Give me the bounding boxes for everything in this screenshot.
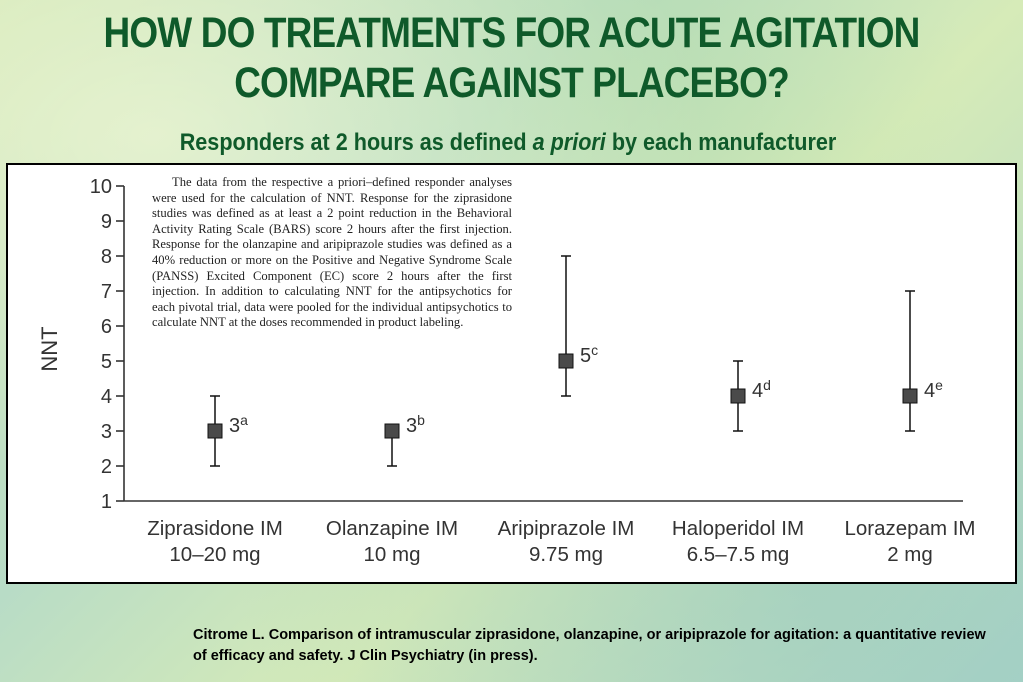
data-footnote-marker: c <box>591 342 599 358</box>
y-tick-label: 9 <box>100 211 112 233</box>
y-tick-label: 10 <box>89 176 112 198</box>
y-tick-label: 3 <box>100 421 112 443</box>
data-point-label <box>580 342 598 367</box>
x-category-dose: 10 mg <box>363 543 421 566</box>
x-category-dose: 6.5–7.5 mg <box>686 543 790 566</box>
data-value: 4 <box>752 380 764 402</box>
y-tick-label: 1 <box>100 491 112 513</box>
data-point-marker <box>731 389 745 403</box>
data-point-marker <box>208 424 222 438</box>
data-point-marker <box>559 354 573 368</box>
data-point-label <box>229 412 248 437</box>
x-category-dose: 2 mg <box>887 543 933 566</box>
x-category-label: Olanzapine IM <box>325 517 459 540</box>
subtitle-italic: a priori <box>532 129 606 156</box>
data-point-label <box>924 377 943 402</box>
x-category-label: Haloperidol IM <box>671 517 805 540</box>
subtitle-text: Responders at 2 hours as defined <box>179 129 533 156</box>
y-axis-label: NNT <box>37 326 62 372</box>
subtitle-text-end: by each manufacturer <box>605 129 837 156</box>
data-footnote-marker: b <box>417 412 425 428</box>
x-category-dose: 10–20 mg <box>169 543 261 566</box>
data-footnote-marker: d <box>763 377 771 393</box>
data-value: 5 <box>580 345 592 367</box>
data-value: 3 <box>229 415 241 437</box>
y-tick-label: 5 <box>100 351 112 373</box>
y-tick-label: 4 <box>100 386 112 408</box>
y-tick-label: 6 <box>100 316 112 338</box>
y-tick-label: 8 <box>100 246 112 268</box>
y-tick-label: 2 <box>100 456 112 478</box>
x-category-label: Aripiprazole IM <box>497 517 635 540</box>
citation: Citrome L. Comparison of intramuscular ziprasidone, olanzapine, or aripiprazole for agitation: a quantitative review of efficacy and safety. J Clin Psychiatry (in press). <box>193 627 986 664</box>
x-category-label: Ziprasidone IM <box>147 517 283 540</box>
data-point-marker <box>903 389 917 403</box>
data-point-marker <box>385 424 399 438</box>
data-point-label <box>406 412 425 437</box>
data-footnote-marker: a <box>240 412 248 428</box>
x-category-dose: 9.75 mg <box>528 543 604 566</box>
data-value: 4 <box>924 380 936 402</box>
y-tick-label: 7 <box>100 281 112 303</box>
data-value: 3 <box>406 415 418 437</box>
title-line-2: COMPARE AGAINST PLACEBO? <box>234 59 789 107</box>
data-point-label <box>752 377 771 402</box>
data-footnote-marker: e <box>935 377 943 393</box>
chart-footnote: The data from the respective a priori–defined responder analyses were used for the calculation of NNT. Response for the ziprasidone studies was defined as at least a 2 point reduction in the Behavioral Activity Rating Scale (BARS) score 2 hours after the first injection. Response for the olanzapine and aripiprazole studies was defined as a 40% reduction or more on the Positive and Negative Syndrome Scale (PANSS) Excited Component (EC) score 2 hours after the first injection. In addition to calculating NNT for the antipsychotics for each pivotal trial, data were pooled for the individual antipsychotics to calculate NNT at the doses recommended in product labeling. <box>152 175 512 330</box>
x-category-label: Lorazepam IM <box>844 517 976 540</box>
title-line-1: HOW DO TREATMENTS FOR ACUTE AGITATION <box>103 9 920 57</box>
